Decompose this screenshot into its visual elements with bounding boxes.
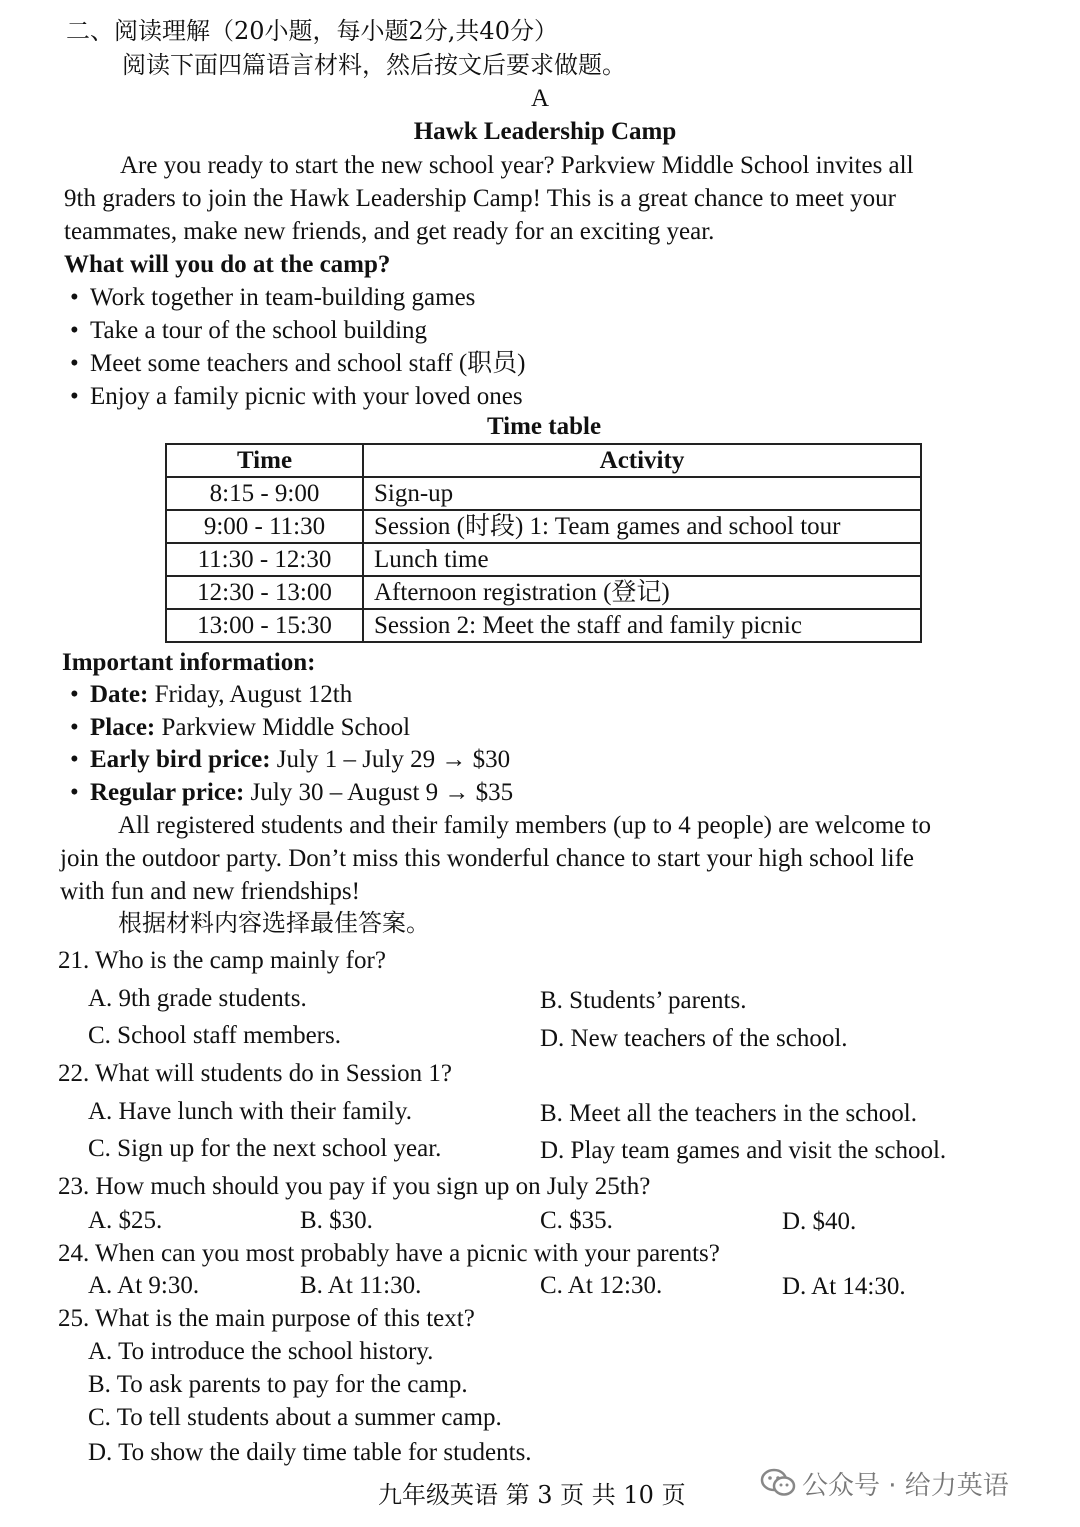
time-cell: 9:00 - 11:30 xyxy=(166,510,363,543)
question-23: 23. How much should you pay if you sign up on July 25th? xyxy=(58,1173,651,1200)
time-cell: 8:15 - 9:00 xyxy=(166,477,363,510)
option-24-d: D. At 14:30. xyxy=(782,1273,906,1300)
bullet-icon: • xyxy=(70,714,79,741)
watermark-text: 公众号 · 给力英语 xyxy=(802,1471,1009,1501)
timetable-header-activity: Activity xyxy=(363,444,921,477)
timetable-caption: Time table xyxy=(486,413,602,440)
task-instruction: 根据材料内容选择最佳答案。 xyxy=(118,909,430,937)
page-footer: 九年级英语 第 3 页 共 10 页 xyxy=(378,1481,686,1509)
option-25-d: D. To show the daily time table for students. xyxy=(88,1439,532,1466)
activity-item: • Meet some teachers and school staff (职员) xyxy=(70,350,526,377)
closing-line-3: with fun and new friendships! xyxy=(60,878,360,905)
table-row xyxy=(166,510,921,543)
time-cell: 13:00 - 15:30 xyxy=(166,609,363,642)
section-instruction: 阅读下面四篇语言材料，然后按文后要求做题。 xyxy=(122,51,626,79)
activity-item: • Enjoy a family picnic with your loved ones xyxy=(70,383,523,410)
activity-item: • Take a tour of the school building xyxy=(70,317,428,344)
activity-item: • Work together in team-building games xyxy=(70,284,476,311)
bullet-icon: • xyxy=(70,317,79,344)
bullet-icon: • xyxy=(70,284,79,311)
option-21-d: D. New teachers of the school. xyxy=(540,1025,848,1052)
option-25-c: C. To tell students about a summer camp. xyxy=(88,1404,502,1431)
question-25: 25. What is the main purpose of this text? xyxy=(58,1305,475,1332)
info-item: • Early bird price: July 1 – July 29 → $30 xyxy=(70,746,511,773)
option-21-c: C. School staff members. xyxy=(88,1022,341,1049)
option-22-b: B. Meet all the teachers in the school. xyxy=(540,1100,917,1127)
option-22-a: A. Have lunch with their family. xyxy=(88,1098,412,1125)
option-23-b: B. $30. xyxy=(300,1207,373,1234)
closing-line-2: join the outdoor party. Don’t miss this wonderful chance to start your high school life xyxy=(60,845,915,872)
table-row xyxy=(166,576,921,609)
activity-cell: Sign-up xyxy=(363,477,921,510)
bullet-icon: • xyxy=(70,779,79,806)
activity-cell: Afternoon registration (登记) xyxy=(363,576,921,609)
timetable xyxy=(165,443,922,643)
table-row xyxy=(166,609,921,642)
watermark xyxy=(760,1465,1009,1505)
option-21-a: A. 9th grade students. xyxy=(88,985,307,1012)
table-row xyxy=(166,543,921,576)
timetable-header-time: Time xyxy=(166,444,363,477)
table-row xyxy=(166,477,921,510)
option-23-c: C. $35. xyxy=(540,1207,613,1234)
option-24-a: A. At 9:30. xyxy=(88,1272,200,1299)
question-24: 24. When can you most probably have a picnic with your parents? xyxy=(58,1240,720,1267)
activity-cell: Lunch time xyxy=(363,543,921,576)
option-25-b: B. To ask parents to pay for the camp. xyxy=(88,1371,468,1398)
option-23-d: D. $40. xyxy=(782,1208,857,1235)
option-22-d: D. Play team games and visit the school. xyxy=(540,1137,947,1164)
activity-cell: Session (时段) 1: Team games and school tour xyxy=(363,510,921,543)
bullet-icon: • xyxy=(70,681,79,708)
info-heading: Important information: xyxy=(62,649,316,676)
passage-letter: A xyxy=(530,85,550,112)
closing-line-1: All registered students and their family members (up to 4 people) are welcome to xyxy=(118,812,931,839)
section-heading: 二、阅读理解（20小题，每小题2分,共40分） xyxy=(66,17,558,45)
info-item: • Date: Friday, August 12th xyxy=(70,681,353,708)
intro-line-2: 9th graders to join the Hawk Leadership Camp! This is a great chance to meet your xyxy=(64,185,896,212)
timetable-header-row xyxy=(166,444,921,477)
info-item: • Place: Parkview Middle School xyxy=(70,714,411,741)
question-22: 22. What will students do in Session 1? xyxy=(58,1060,452,1087)
bullet-icon: • xyxy=(70,350,79,377)
bullet-icon: • xyxy=(70,746,79,773)
activity-cell: Session 2: Meet the staff and family picnic xyxy=(363,609,921,642)
intro-line-1: Are you ready to start the new school year? Parkview Middle School invites all xyxy=(120,152,914,179)
option-24-c: C. At 12:30. xyxy=(540,1272,663,1299)
option-21-b: B. Students’ parents. xyxy=(540,987,747,1014)
option-24-b: B. At 11:30. xyxy=(300,1272,422,1299)
question-21: 21. Who is the camp mainly for? xyxy=(58,947,386,974)
bullet-icon: • xyxy=(70,383,79,410)
passage-title: Hawk Leadership Camp xyxy=(413,118,677,145)
info-item: • Regular price: July 30 – August 9 → $35 xyxy=(70,779,514,806)
option-23-a: A. $25. xyxy=(88,1207,163,1234)
option-25-a: A. To introduce the school history. xyxy=(88,1338,434,1365)
option-22-c: C. Sign up for the next school year. xyxy=(88,1135,442,1162)
time-cell: 12:30 - 13:00 xyxy=(166,576,363,609)
time-cell: 11:30 - 12:30 xyxy=(166,543,363,576)
intro-line-3: teammates, make new friends, and get ready for an exciting year. xyxy=(64,218,715,245)
wechat-icon xyxy=(760,1468,796,1505)
activities-heading: What will you do at the camp? xyxy=(64,251,391,278)
